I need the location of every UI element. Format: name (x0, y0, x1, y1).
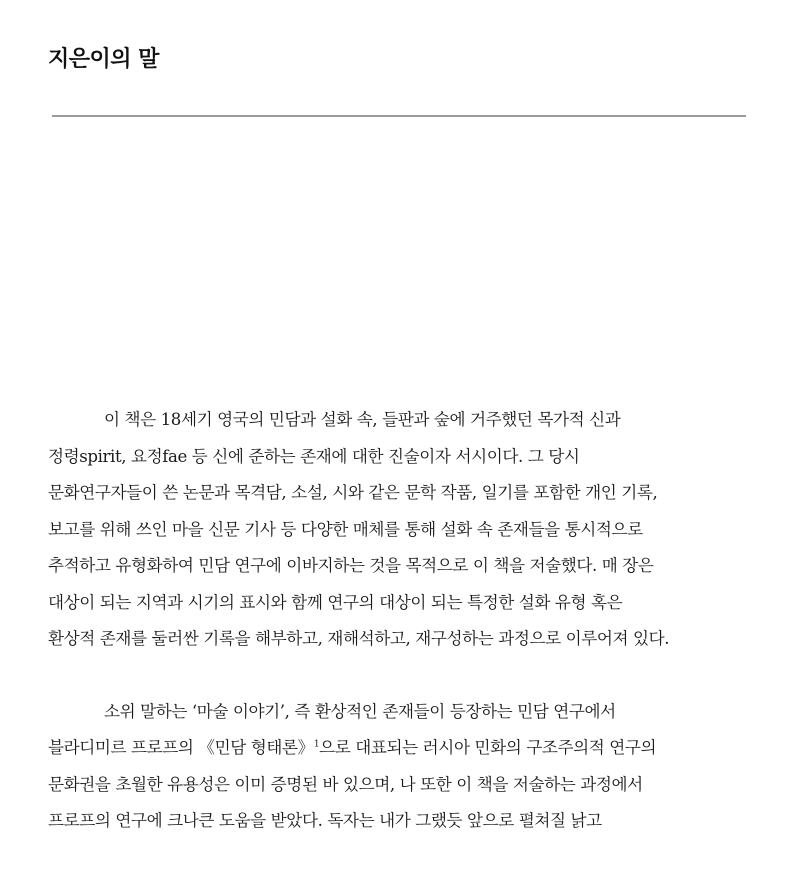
footnote-marker: 1 (313, 739, 320, 750)
text-line: 이 책은 18세기 영국의 민담과 설화 속, 들판과 숲에 거주했던 목가적 신과 (104, 410, 621, 429)
text-line: 소위 말하는 ‘마술 이야기’, 즉 환상적인 존재들이 등장하는 민담 연구에서 (104, 701, 616, 721)
paragraph-1 (48, 402, 758, 658)
text-line: 대상이 되는 지역과 시기의 표시와 함께 연구의 대상이 되는 특정한 설화 유형 혹은 (48, 592, 623, 612)
text-line: 환상적 존재를 둘러싼 기록을 해부하고, 재해석하고, 재구성하는 과정으로 이루어져 있다. (48, 629, 670, 648)
text-line: 정령spirit, 요정fae 등 신에 준하는 존재에 대한 진술이자 서시이다. 그 당시 (48, 446, 580, 466)
paragraph-2 (48, 694, 758, 840)
text-line: 문화연구자들이 쓴 논문과 목격담, 소설, 시와 같은 문학 작품, 일기를 포함한 개인 기록, (48, 483, 658, 502)
body-text (48, 402, 758, 876)
text-segment: 블라디미르 프로프의 《민담 형태론》 (48, 738, 314, 757)
section-heading: 지은이의 말 (48, 47, 159, 72)
text-line: 추적하고 유형화하여 민담 연구에 이바지하는 것을 목적으로 이 책을 저술했다. 매 장은 (48, 556, 654, 575)
text-line: 보고를 위해 쓰인 마을 신문 기사 등 다양한 매체를 통해 설화 속 존재들을 통시적으로 (48, 519, 643, 539)
text-line: 프로프의 연구에 크나큰 도움을 받았다. 독자는 내가 그랬듯 앞으로 펼쳐질 낡고 (48, 811, 602, 830)
text-segment: 으로 대표되는 러시아 민화의 구조주의적 연구의 (319, 738, 657, 757)
text-line: 문화권을 초월한 유용성은 이미 증명된 바 있으며, 나 또한 이 책을 저술하는 과정에서 (48, 774, 643, 794)
text-line (48, 730, 758, 767)
heading-divider (52, 115, 746, 117)
